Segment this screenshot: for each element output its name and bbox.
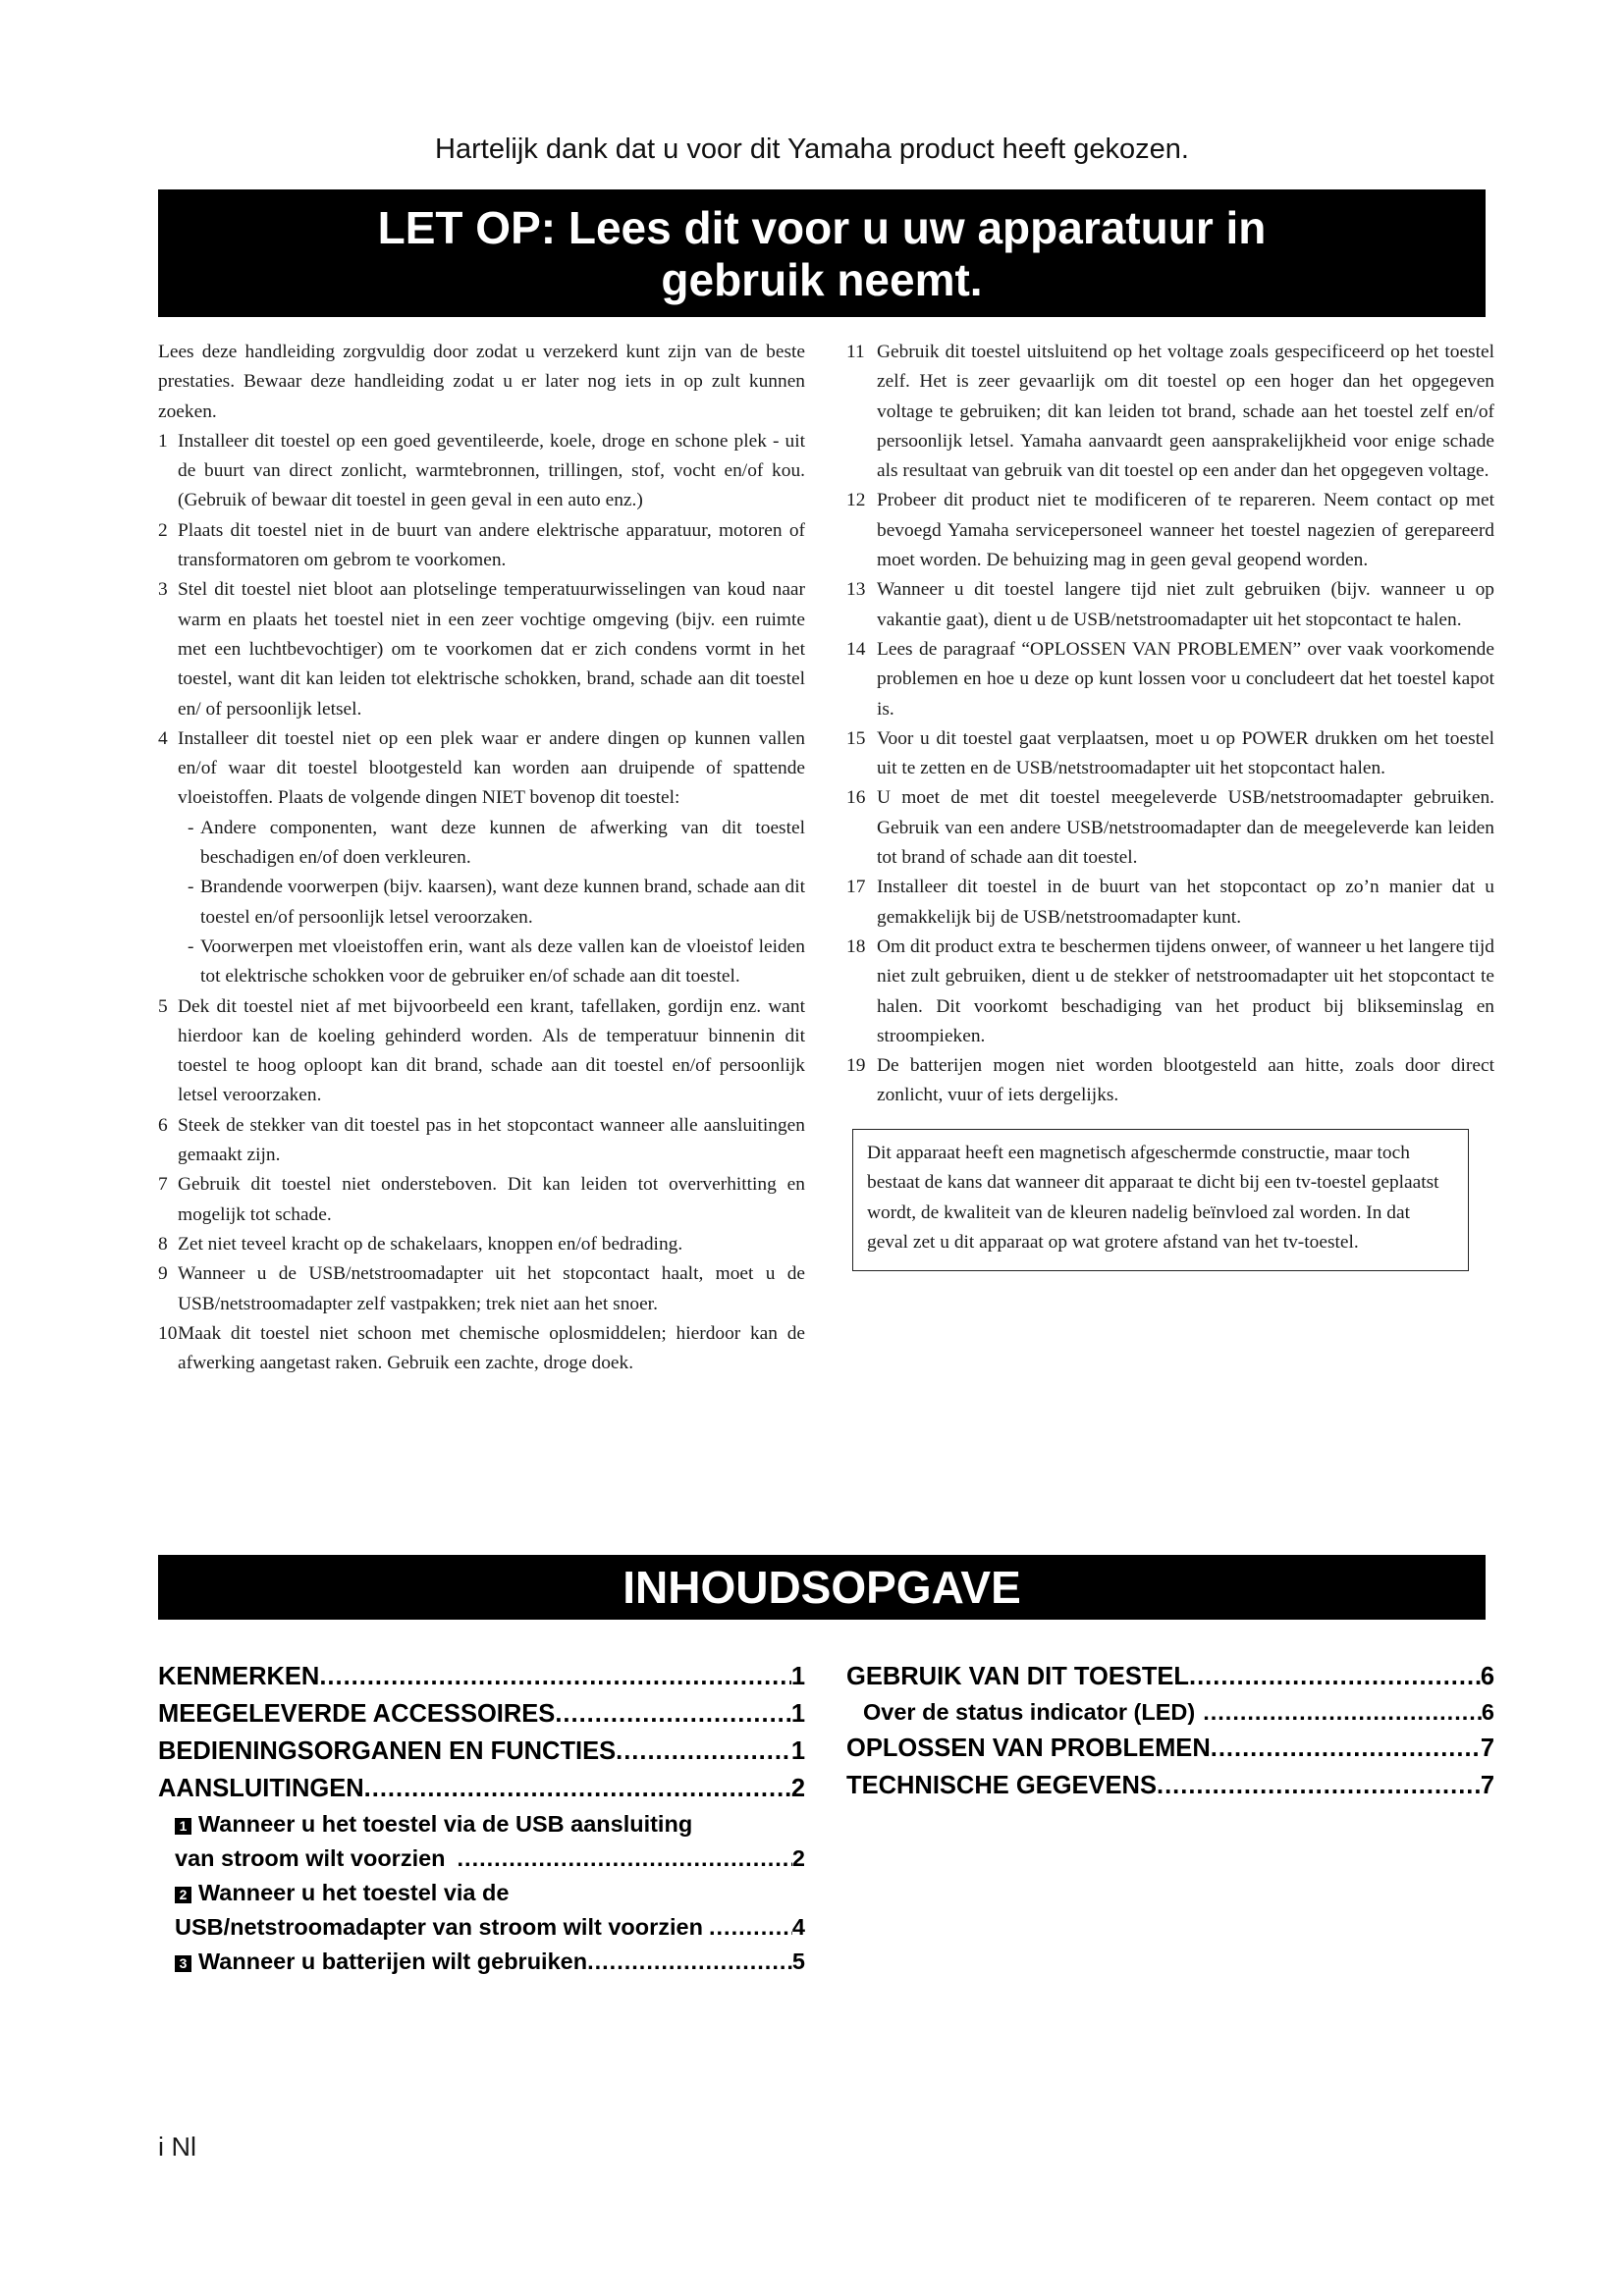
toc-entry-page: 1 bbox=[790, 1700, 805, 1728]
subitem-text: Brandende voorwerpen (bijv. kaarsen), want deze kunnen brand, schade aan dit toestel en/of persoonlijk letsel veroorzaken. bbox=[200, 877, 805, 928]
toc-subentry-usb[interactable] bbox=[158, 1807, 805, 1876]
dash-bullet: - bbox=[188, 817, 194, 838]
dash-bullet: - bbox=[188, 935, 194, 957]
toc-entry-page: 6 bbox=[1480, 1663, 1494, 1690]
item-number: 5 bbox=[158, 995, 168, 1017]
leader-dots bbox=[616, 1733, 791, 1770]
safety-column-right bbox=[846, 338, 1494, 1271]
item-number: 16 bbox=[846, 787, 866, 809]
leader-dots bbox=[458, 1842, 792, 1876]
item-text: Zet niet teveel kracht op de schakelaars, knoppen en/of bedrading. bbox=[178, 1233, 683, 1255]
safety-subitem bbox=[158, 933, 805, 992]
toc-entry[interactable] bbox=[846, 1695, 1494, 1730]
item-text: Probeer dit product niet te modificeren of te repareren. Neem contact op met bevoegd Yamaha servicepersoneel wanneer het toestel nagezien of gerepareerd moet worden. De behuizing mag in geen geval geopend worden. bbox=[877, 490, 1494, 571]
item-text: Steek de stekker van dit toestel pas in het stopcontact wanneer alle aansluitingen gemaakt zijn. bbox=[178, 1114, 805, 1166]
leader-dots bbox=[1203, 1695, 1482, 1730]
safety-item bbox=[846, 635, 1494, 724]
safety-item bbox=[846, 873, 1494, 933]
toc-subentry-text: Wanneer u het toestel via de USB aansluiting bbox=[198, 1811, 693, 1837]
toc-entry-label: AANSLUITINGEN bbox=[158, 1775, 364, 1802]
toc-entry-page: 7 bbox=[1480, 1735, 1494, 1762]
item-text: Wanneer u dit toestel langere tijd niet zult gebruiken (bijv. wanneer u op vakantie gaat), dient u de USB/netstroomadapter uit het stopcontact te halen. bbox=[877, 579, 1494, 630]
item-text: Gebruik dit toestel niet ondersteboven. Dit kan leiden tot oververhitting en mogelijk tot schade. bbox=[178, 1174, 805, 1225]
item-text: U moet de met dit toestel meegeleverde USB/netstroomadapter gebruiken. Gebruik van een andere USB/netstroomadapter dan de meegeleverde kan leiden tot brand of schade aan dit toestel. bbox=[877, 787, 1494, 869]
toc-subentry-text: Wanneer u batterijen wilt gebruiken bbox=[198, 1949, 588, 1974]
toc-subentry-line bbox=[158, 1842, 805, 1876]
item-text: Lees de paragraaf “OPLOSSEN VAN PROBLEMEN” over vaak voorkomende problemen en hoe u deze op kunt lossen voor u concludeert dat het toestel kapot is. bbox=[877, 638, 1494, 720]
warning-title-line1: LET OP: Lees dit voor u uw apparatuur in bbox=[377, 202, 1267, 253]
toc-entry[interactable] bbox=[158, 1770, 805, 1807]
safety-item bbox=[158, 1170, 805, 1230]
toc-entry-page: 5 bbox=[791, 1949, 805, 1974]
item-number: 6 bbox=[158, 1114, 168, 1136]
toc-entry[interactable] bbox=[158, 1658, 805, 1695]
item-number: 18 bbox=[846, 935, 866, 957]
safety-item bbox=[158, 1259, 805, 1319]
safety-subitem bbox=[158, 814, 805, 874]
toc-entry[interactable] bbox=[158, 1695, 805, 1733]
toc-entry-label bbox=[175, 1945, 587, 1979]
subitem-text: Andere componenten, want deze kunnen de afwerking van dit toestel beschadigen en/of doen verkleuren. bbox=[200, 817, 805, 869]
leader-dots bbox=[709, 1910, 792, 1945]
toc-entry[interactable] bbox=[158, 1733, 805, 1770]
toc-entry-label: USB/netstroomadapter van stroom wilt voorzien bbox=[175, 1914, 703, 1940]
toc-subentry-line bbox=[158, 1876, 805, 1910]
toc-subentry-line bbox=[158, 1910, 805, 1945]
safety-column-left bbox=[158, 338, 805, 1378]
toc-entry-page: 1 bbox=[790, 1663, 805, 1690]
toc-banner: INHOUDSOPGAVE bbox=[158, 1555, 1486, 1620]
toc-entry-label: BEDIENINGSORGANEN EN FUNCTIES bbox=[158, 1737, 617, 1765]
leader-dots bbox=[587, 1945, 792, 1979]
safety-item bbox=[846, 575, 1494, 635]
toc-entry-label: KENMERKEN bbox=[158, 1663, 320, 1690]
safety-item bbox=[846, 338, 1494, 486]
toc-column-left bbox=[158, 1658, 805, 1979]
toc-subentry-line bbox=[158, 1807, 805, 1842]
toc-entry-label: GEBRUIK VAN DIT TOESTEL bbox=[846, 1663, 1189, 1690]
safety-item bbox=[846, 486, 1494, 575]
safety-item bbox=[158, 575, 805, 723]
toc-entry[interactable] bbox=[846, 1658, 1494, 1695]
item-text: Om dit product extra te beschermen tijdens onweer, of wanneer u het langere tijd niet zult gebruiken, dient u de stekker of netstroomadapter uit het stopcontact te halen. Dit voorkomt beschadiging van het product bij blikseminslag en stroompieken. bbox=[877, 935, 1494, 1046]
safety-subitem bbox=[158, 873, 805, 933]
safety-item bbox=[158, 1230, 805, 1259]
item-text: Wanneer u de USB/netstroomadapter uit het stopcontact haalt, moet u de USB/netstroomadapter zelf vastpakken; trek niet aan het snoer. bbox=[178, 1263, 805, 1314]
item-text: Dek dit toestel niet af met bijvoorbeeld een krant, tafellaken, gordijn enz. want hierdoor kan de koeling gehinderd worden. Als de temperatuur binnenin dit toestel te hoog oploopt kan dit brand, schade aan dit toestel en/of persoonlijk letsel veroorzaken. bbox=[178, 995, 805, 1106]
item-text: Installeer dit toestel niet op een plek waar er andere dingen op kunnen vallen en/of waar dit toestel blootgesteld kan worden aan druipende of spattende vloeistoffen. Plaats de volgende dingen NIET bovenop dit toestel: bbox=[178, 727, 805, 809]
toc-entry[interactable] bbox=[846, 1730, 1494, 1767]
toc-entry-page: 2 bbox=[790, 1775, 805, 1802]
item-number: 3 bbox=[158, 579, 168, 601]
leader-dots bbox=[1189, 1658, 1481, 1695]
item-text: Installeer dit toestel in de buurt van het stopcontact op zo’n manier dat u gemakkelijk bij de USB/netstroomadapter kunt. bbox=[877, 877, 1494, 928]
item-number: 7 bbox=[158, 1174, 168, 1196]
safety-item bbox=[158, 1319, 805, 1379]
item-text: Plaats dit toestel niet in de buurt van andere elektrische apparatuur, motoren of transformatoren om gebrom te voorkomen. bbox=[178, 519, 805, 571]
item-text: Stel dit toestel niet bloot aan plotselinge temperatuurwisselingen van koud naar warm en plaats het toestel niet in een zeer vochtige omgeving (bijv. een ruimte met een luchtbevochtiger) om te voorkomen dat er zich condens vormt in het toestel, want dit kan leiden tot elektrische schokken, brand, schade aan dit toestel en/ of persoonlijk letsel. bbox=[178, 579, 805, 720]
safety-item bbox=[158, 1111, 805, 1171]
toc-entry-label: van stroom wilt voorzien bbox=[175, 1845, 446, 1871]
item-text: Voor u dit toestel gaat verplaatsen, moet u op POWER drukken om het toestel uit te zetten en de USB/netstroomadapter uit het stopcontact halen. bbox=[877, 727, 1494, 779]
toc-entry-page: 7 bbox=[1480, 1772, 1494, 1799]
item-number: 8 bbox=[158, 1233, 168, 1255]
safety-item bbox=[846, 933, 1494, 1051]
subitem-text: Voorwerpen met vloeistoffen erin, want als deze vallen kan de vloeistof leiden tot elektrische schokken voor de gebruiker en/of schade aan dit toestel. bbox=[200, 935, 805, 988]
leader-dots bbox=[319, 1658, 790, 1695]
warning-title-line2: gebruik neemt. bbox=[661, 254, 983, 305]
toc-entry-page: 4 bbox=[791, 1914, 805, 1940]
item-number: 11 bbox=[846, 342, 865, 362]
safety-item bbox=[158, 724, 805, 814]
safety-item bbox=[158, 516, 805, 576]
toc-subentry-adapter[interactable] bbox=[158, 1876, 805, 1945]
toc-entry-label: OPLOSSEN VAN PROBLEMEN bbox=[846, 1735, 1211, 1762]
number-marker-icon: 2 bbox=[175, 1887, 191, 1903]
item-number: 17 bbox=[846, 877, 866, 898]
item-number: 4 bbox=[158, 727, 168, 749]
page-number: i Nl bbox=[158, 2132, 196, 2162]
intro-thanks: Hartelijk dank dat u voor dit Yamaha product heeft gekozen. bbox=[435, 133, 1189, 165]
item-number: 2 bbox=[158, 519, 168, 541]
toc-subentry-batteries[interactable] bbox=[158, 1945, 805, 1979]
leader-dots bbox=[555, 1695, 791, 1733]
safety-item bbox=[846, 1051, 1494, 1111]
item-number: 19 bbox=[846, 1055, 866, 1077]
toc-entry-page: 2 bbox=[791, 1845, 805, 1871]
item-text: De batterijen mogen niet worden blootgesteld aan hitte, zoals door direct zonlicht, vuur of iets dergelijks. bbox=[877, 1055, 1494, 1106]
item-number: 9 bbox=[158, 1263, 168, 1285]
safety-item bbox=[158, 427, 805, 516]
item-number: 15 bbox=[846, 727, 866, 749]
number-marker-icon: 1 bbox=[175, 1818, 191, 1835]
toc-column-right bbox=[846, 1658, 1494, 1804]
toc-entry-label: MEEGELEVERDE ACCESSOIRES bbox=[158, 1700, 556, 1728]
item-number: 12 bbox=[846, 490, 866, 511]
safety-item bbox=[158, 992, 805, 1111]
item-number: 10 bbox=[158, 1322, 178, 1344]
toc-entry[interactable] bbox=[846, 1767, 1494, 1804]
warning-banner bbox=[158, 189, 1486, 317]
magnetic-shield-note: Dit apparaat heeft een magnetisch afgeschermde constructie, maar toch bestaat de kans dat wanneer dit apparaat te dicht bij een tv-toestel geplaatst wordt, de kwaliteit van de kleuren nadelig beïnvloed zal worden. In dat geval zet u dit apparaat op wat grotere afstand van het tv-toestel. bbox=[852, 1129, 1469, 1271]
toc-entry-label: Over de status indicator (LED) bbox=[863, 1699, 1196, 1725]
dash-bullet: - bbox=[188, 877, 194, 898]
item-number: 1 bbox=[158, 430, 168, 452]
safety-item bbox=[846, 724, 1494, 784]
item-text: Maak dit toestel niet schoon met chemische oplosmiddelen; hierdoor kan de afwerking aangetast raken. Gebruik een zachte, droge doek. bbox=[178, 1322, 805, 1374]
toc-entry-label: TECHNISCHE GEGEVENS bbox=[846, 1772, 1157, 1799]
item-number: 13 bbox=[846, 579, 866, 601]
leader-dots bbox=[1157, 1767, 1481, 1804]
toc-entry-page: 6 bbox=[1481, 1699, 1494, 1725]
toc-subentry-text: Wanneer u het toestel via de bbox=[198, 1880, 510, 1905]
item-number: 14 bbox=[846, 638, 866, 660]
item-text: Installeer dit toestel op een goed geventileerde, koele, droge en schone plek - uit de buurt van direct zonlicht, warmtebronnen, trillingen, stof, vocht en/of kou. (Gebruik of bewaar dit toestel in geen geval in een auto enz.) bbox=[178, 430, 805, 511]
toc-entry-page: 1 bbox=[790, 1737, 805, 1765]
leader-dots bbox=[1211, 1730, 1481, 1767]
safety-item bbox=[846, 783, 1494, 873]
item-text: Gebruik dit toestel uitsluitend op het voltage zoals gespecificeerd op het toestel zelf. Het is zeer gevaarlijk om dit toestel op een hoger dan het opgegeven voltage te gebruiken; dit kan leiden tot brand, schade aan het toestel zelf en/of persoonlijk letsel. Yamaha aanvaardt geen aansprakelijkheid voor enige schade als resultaat van gebruik van dit toestel op een ander dan het opgegeven voltage. bbox=[877, 342, 1494, 482]
number-marker-icon: 3 bbox=[175, 1955, 191, 1972]
intro-paragraph: Lees deze handleiding zorgvuldig door zodat u verzekerd kunt zijn van de beste prestaties. Bewaar deze handleiding zodat u er later nog iets in op zult kunnen zoeken. bbox=[158, 342, 805, 422]
leader-dots bbox=[364, 1770, 791, 1807]
